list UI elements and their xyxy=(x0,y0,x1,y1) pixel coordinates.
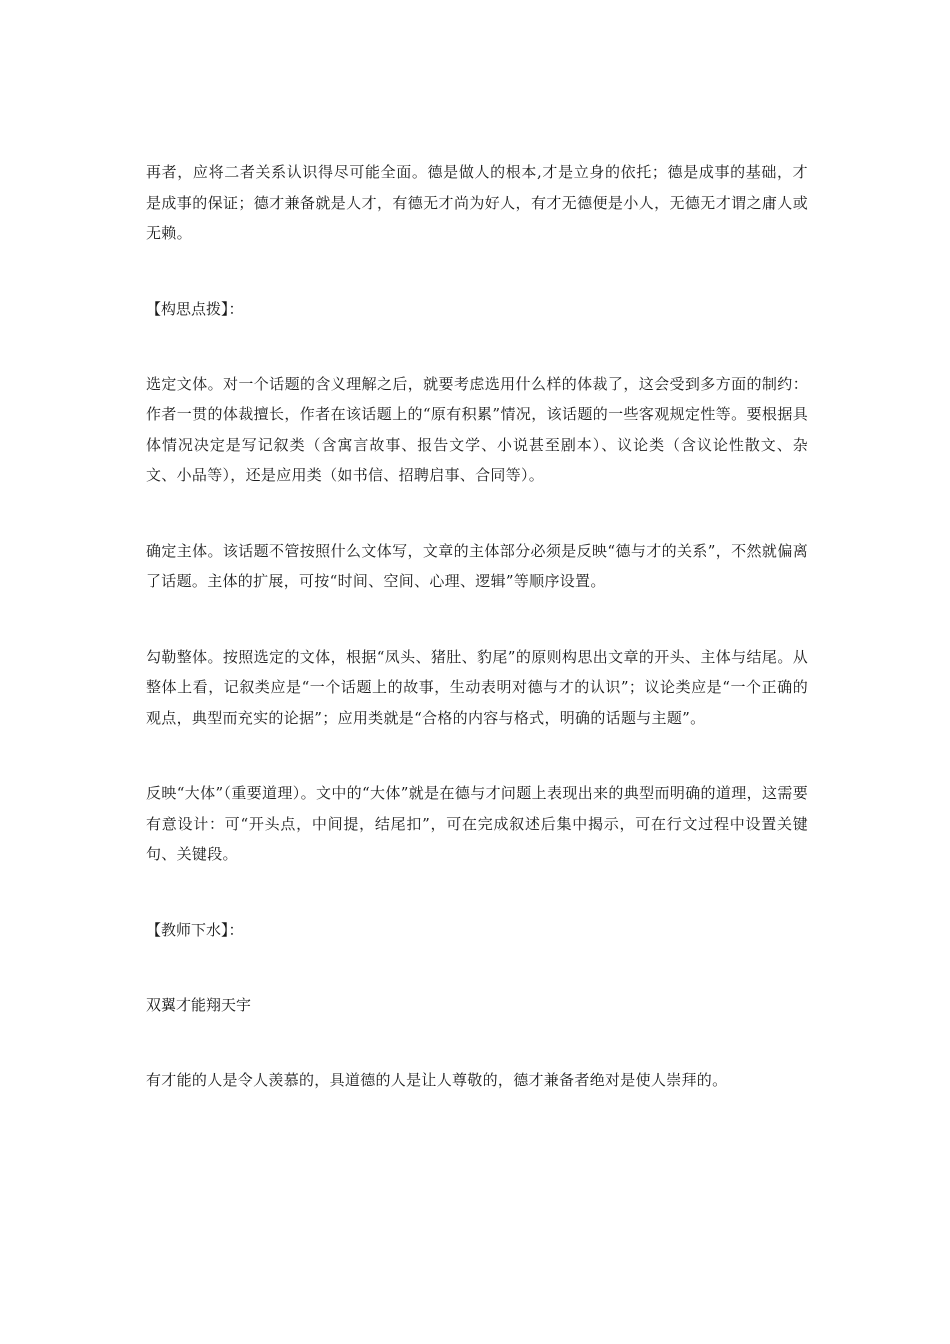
document-body xyxy=(146,157,808,1140)
essay-title: 双翼才能翔天宇 xyxy=(146,995,252,1014)
section-heading-concept: 【构思点拨】： xyxy=(146,299,244,318)
paragraph-principle: 反映“大体”（重要道理）。文中的“大体”就是在德与才问题上表现出来的典型而明确的道理，这需要有意设计：可“开头点，中间提，结尾扣”，可在完成叙述后集中揭示，可在行文过程中设置关键句、关键段。 xyxy=(146,784,808,863)
paragraph-relationship: 再者，应将二者关系认识得尽可能全面。德是做人的根本,才是立身的依托；德是成事的基础，才是成事的保证；德才兼备就是人才，有德无才尚为好人，有才无德便是小人，无德无才谓之庸人或无赖。 xyxy=(146,163,808,242)
section-heading-teacher: 【教师下水】： xyxy=(146,920,244,939)
paragraph-essay-opening: 有才能的人是令人羡慕的，具道德的人是让人尊敬的，德才兼备者绝对是使人崇拜的。 xyxy=(146,1070,728,1089)
paragraph-outline: 勾勒整体。按照选定的文体，根据“凤头、猪肚、豹尾”的原则构思出文章的开头、主体与结尾。从整体上看，记叙类应是“一个话题上的故事，生动表明对德与才的认识”；议论类应是“一个正确的观点，典型而充实的论据”；应用类就是“合格的内容与格式，明确的话题与主题”。 xyxy=(146,647,808,727)
paragraph-choose-style: 选定文体。对一个话题的含义理解之后，就要考虑选用什么样的体裁了，这会受到多方面的制约：作者一贯的体裁擅长，作者在该话题上的“原有积累”情况，该话题的一些客观规定性等。要根据具体情况决定是写记叙类（含寓言故事、报告文学、小说甚至剧本）、议论类（含议论性散文、杂文、小品等），还是应用类（如书信、招聘启事、合同等）。 xyxy=(146,374,808,484)
paragraph-main-body: 确定主体。该话题不管按照什么文体写，文章的主体部分必须是反映“德与才的关系”，不然就偏离了话题。主体的扩展，可按“时间、空间、心理、逻辑”等顺序设置。 xyxy=(146,541,808,590)
